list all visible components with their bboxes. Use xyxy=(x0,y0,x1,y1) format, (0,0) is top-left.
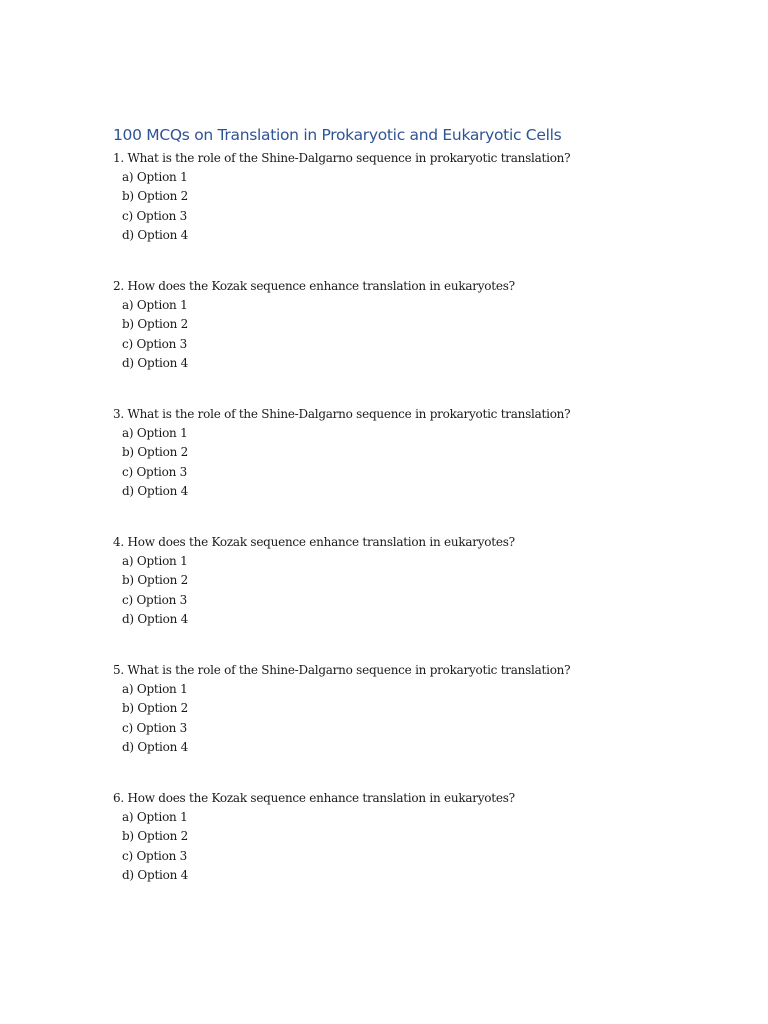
question-item xyxy=(113,788,733,916)
question-text: 1. What is the role of the Shine-Dalgarno sequence in prokaryotic translation? xyxy=(113,151,571,165)
option-item: a) Option 1 xyxy=(122,426,188,440)
option-item: c) Option 3 xyxy=(122,208,188,223)
option-item: b) Option 2 xyxy=(122,317,189,332)
option-item: d) Option 4 xyxy=(122,355,189,370)
question-item xyxy=(113,532,733,660)
option-item: b) Option 2 xyxy=(122,445,189,460)
question-text: 5. What is the role of the Shine-Dalgarno sequence in prokaryotic translation? xyxy=(113,663,571,677)
option-list xyxy=(113,168,733,245)
option-item: d) Option 4 xyxy=(122,739,189,754)
option-item: c) Option 3 xyxy=(122,464,188,479)
option-list xyxy=(113,680,733,757)
option-item: c) Option 3 xyxy=(122,336,188,351)
question-text: 3. What is the role of the Shine-Dalgarno sequence in prokaryotic translation? xyxy=(113,407,571,421)
option-item: b) Option 2 xyxy=(122,573,189,588)
option-item: a) Option 1 xyxy=(122,170,188,184)
question-item xyxy=(113,148,733,276)
question-item xyxy=(113,276,733,404)
option-item: d) Option 4 xyxy=(122,611,189,626)
option-item: d) Option 4 xyxy=(122,227,189,242)
question-text: 2. How does the Kozak sequence enhance translation in eukaryotes? xyxy=(113,279,515,293)
question-item xyxy=(113,660,733,788)
option-item: c) Option 3 xyxy=(122,720,188,735)
document-title: 100 MCQs on Translation in Prokaryotic and Eukaryotic Cells xyxy=(113,126,562,144)
option-item: b) Option 2 xyxy=(122,189,189,204)
option-list xyxy=(113,424,733,501)
option-item: a) Option 1 xyxy=(122,682,188,696)
question-list xyxy=(113,148,733,916)
option-item: c) Option 3 xyxy=(122,848,188,863)
option-item: b) Option 2 xyxy=(122,829,189,844)
option-item: a) Option 1 xyxy=(122,554,188,568)
option-item: d) Option 4 xyxy=(122,483,189,498)
option-item: a) Option 1 xyxy=(122,298,188,312)
question-text: 6. How does the Kozak sequence enhance translation in eukaryotes? xyxy=(113,791,515,805)
option-list xyxy=(113,552,733,629)
option-item: b) Option 2 xyxy=(122,701,189,716)
option-item: c) Option 3 xyxy=(122,592,188,607)
option-list xyxy=(113,808,733,885)
question-item xyxy=(113,404,733,532)
question-text: 4. How does the Kozak sequence enhance translation in eukaryotes? xyxy=(113,535,515,549)
option-item: d) Option 4 xyxy=(122,867,189,882)
option-item: a) Option 1 xyxy=(122,810,188,824)
option-list xyxy=(113,296,733,373)
